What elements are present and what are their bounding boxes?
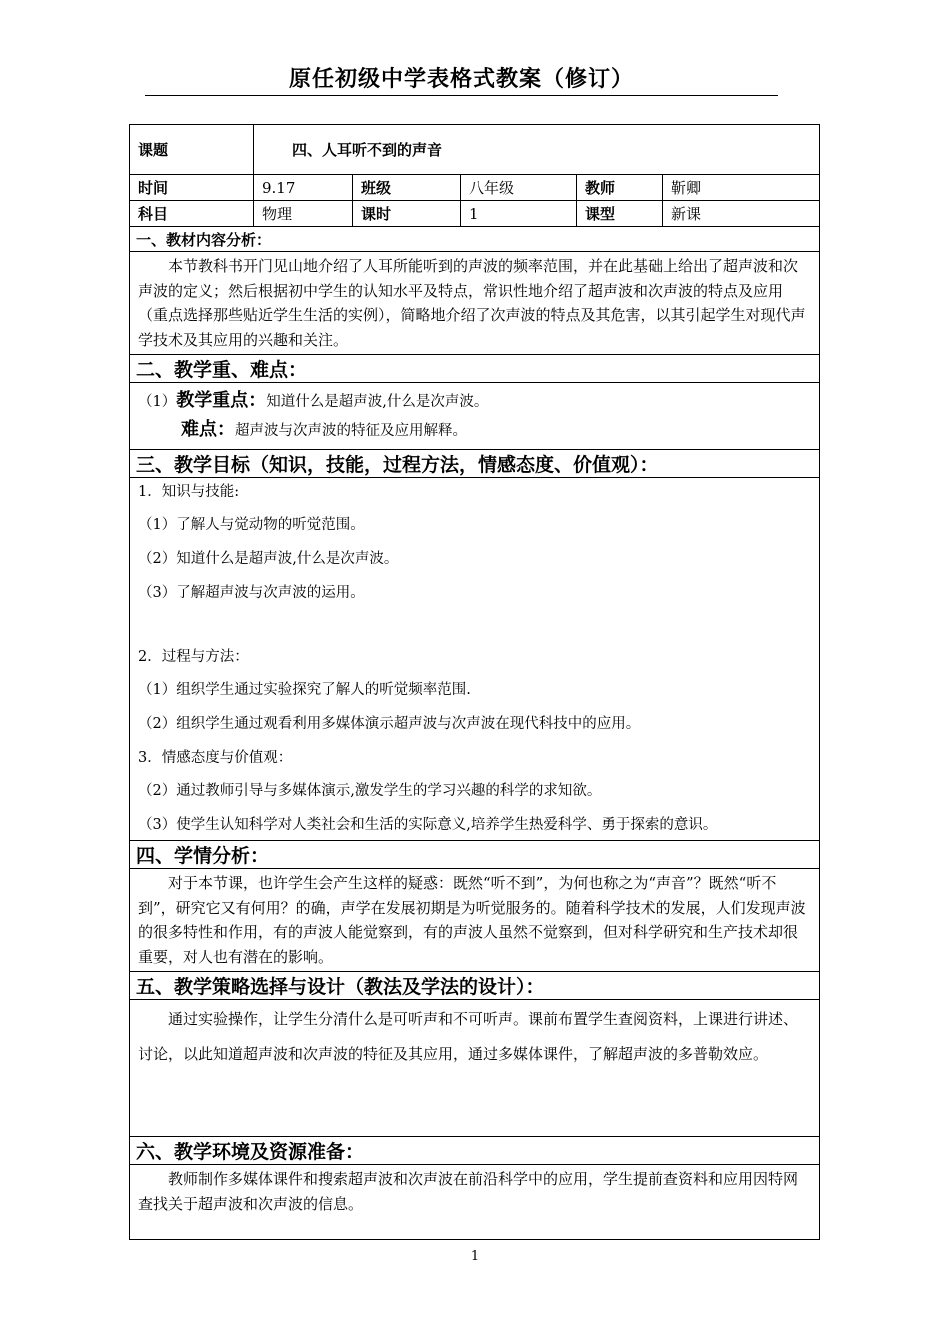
knowledge-item-2: （2）知道什么是超声波,什么是次声波。 [138,551,399,567]
section-3-body [130,478,820,841]
info-row-1 [130,175,820,201]
section-2-body [130,383,820,450]
section-1-text: 本节教科书开门见山地介绍了人耳所能听到的声波的频率范围，并在此基础上给出了超声波和次声波的定义；然后根据初中学生的认知水平及特点，常识性地介绍了超声波和次声波的特点及应用（重点选择那些贴近学生生活的实例），简略地介绍了次声波的特点及其危害，以其引起学生对现代声学技术及其应用的兴趣和关注。 [130,252,820,355]
section-3-heading: 三、教学目标（知识，技能，过程方法，情感态度、价值观）： [130,450,820,478]
section-6-text: 教师制作多媒体课件和搜索超声波和次声波在前沿科学中的应用，学生提前查资料和应用因特网查找关于超声波和次声波的信息。 [130,1165,820,1240]
topic-value: 四、人耳听不到的声音 [254,125,820,175]
emotion-title: 3．情感态度与价值观： [138,750,293,766]
section-4-heading: 四、学情分析： [130,841,820,869]
section-2-heading: 二、教学重、难点： [130,355,820,383]
document-title: 原任初级中学表格式教案（修订） [288,67,634,92]
teacher-value: 靳卿 [663,175,820,201]
knowledge-item-3: （3）了解超声波与次声波的运用。 [138,585,365,601]
section-5-text: 通过实验操作，让学生分清什么是可听声和不可听声。课前布置学生查阅资料，上课进行讲述、讨论，以此知道超声波和次声波的特征及其应用，通过多媒体课件，了解超声波的多普勒效应。 [130,1000,820,1137]
knowledge-item-1: （1）了解人与觉动物的听觉范围。 [138,517,365,533]
page-number: 1 [470,1249,480,1264]
class-label: 班级 [353,175,461,201]
time-value: 9.17 [254,175,353,201]
knowledge-title: 1．知识与技能: [138,484,240,500]
info-row-2 [130,201,820,227]
subject-value: 物理 [254,201,353,227]
topic-row [130,125,820,175]
process-item-2: （2）组织学生通过观看利用多媒体演示超声波与次声波在现代科技中的应用。 [138,716,641,732]
lesson-plan-table [129,124,820,1240]
difficulty-label: 难点： [181,419,235,440]
key-point-prefix: （1） [138,394,177,410]
difficulty-text: 超声波与次声波的特征及应用解释。 [235,423,467,439]
section-1-heading: 一、教材内容分析： [130,227,820,252]
key-point-text: 知道什么是超声波,什么是次声波。 [266,394,489,410]
subject-label: 科目 [130,201,254,227]
class-value: 八年级 [461,175,577,201]
time-label: 时间 [130,175,254,201]
emotion-item-1: （2）通过教师引导与多媒体演示,激发学生的学习兴趣的科学的求知欲。 [138,783,602,799]
section-5-heading: 五、教学策略选择与设计（教法及学法的设计）： [130,972,820,1000]
section-4-text: 对于本节课，也许学生会产生这样的疑惑：既然“听不到”，为何也称之为“声音”？既然“听不到”，研究它又有何用？的确，声学在发展初期是为听觉服务的。随着科学技术的发展，人们发现声波的很多特性和作用，有的声波人能觉察到，有的声波人虽然不觉察到，但对科学研究和生产技术却很重要，对人也有潜在的影响。 [130,869,820,972]
type-label: 课型 [577,201,663,227]
key-point-label: 教学重点： [176,390,267,411]
title-underline [145,95,778,96]
emotion-item-2: （3）使学生认知科学对人类社会和生活的实际意义,培养学生热爱科学、勇于探索的意识。 [138,817,718,833]
type-value: 新课 [663,201,820,227]
topic-label: 课题 [130,125,254,175]
teacher-label: 教师 [577,175,663,201]
period-value: 1 [461,201,577,227]
period-label: 课时 [353,201,461,227]
process-item-1: （1）组织学生通过实验探究了解人的听觉频率范围. [138,682,471,698]
section-6-heading: 六、教学环境及资源准备： [130,1137,820,1165]
process-title: 2．过程与方法： [138,649,249,665]
